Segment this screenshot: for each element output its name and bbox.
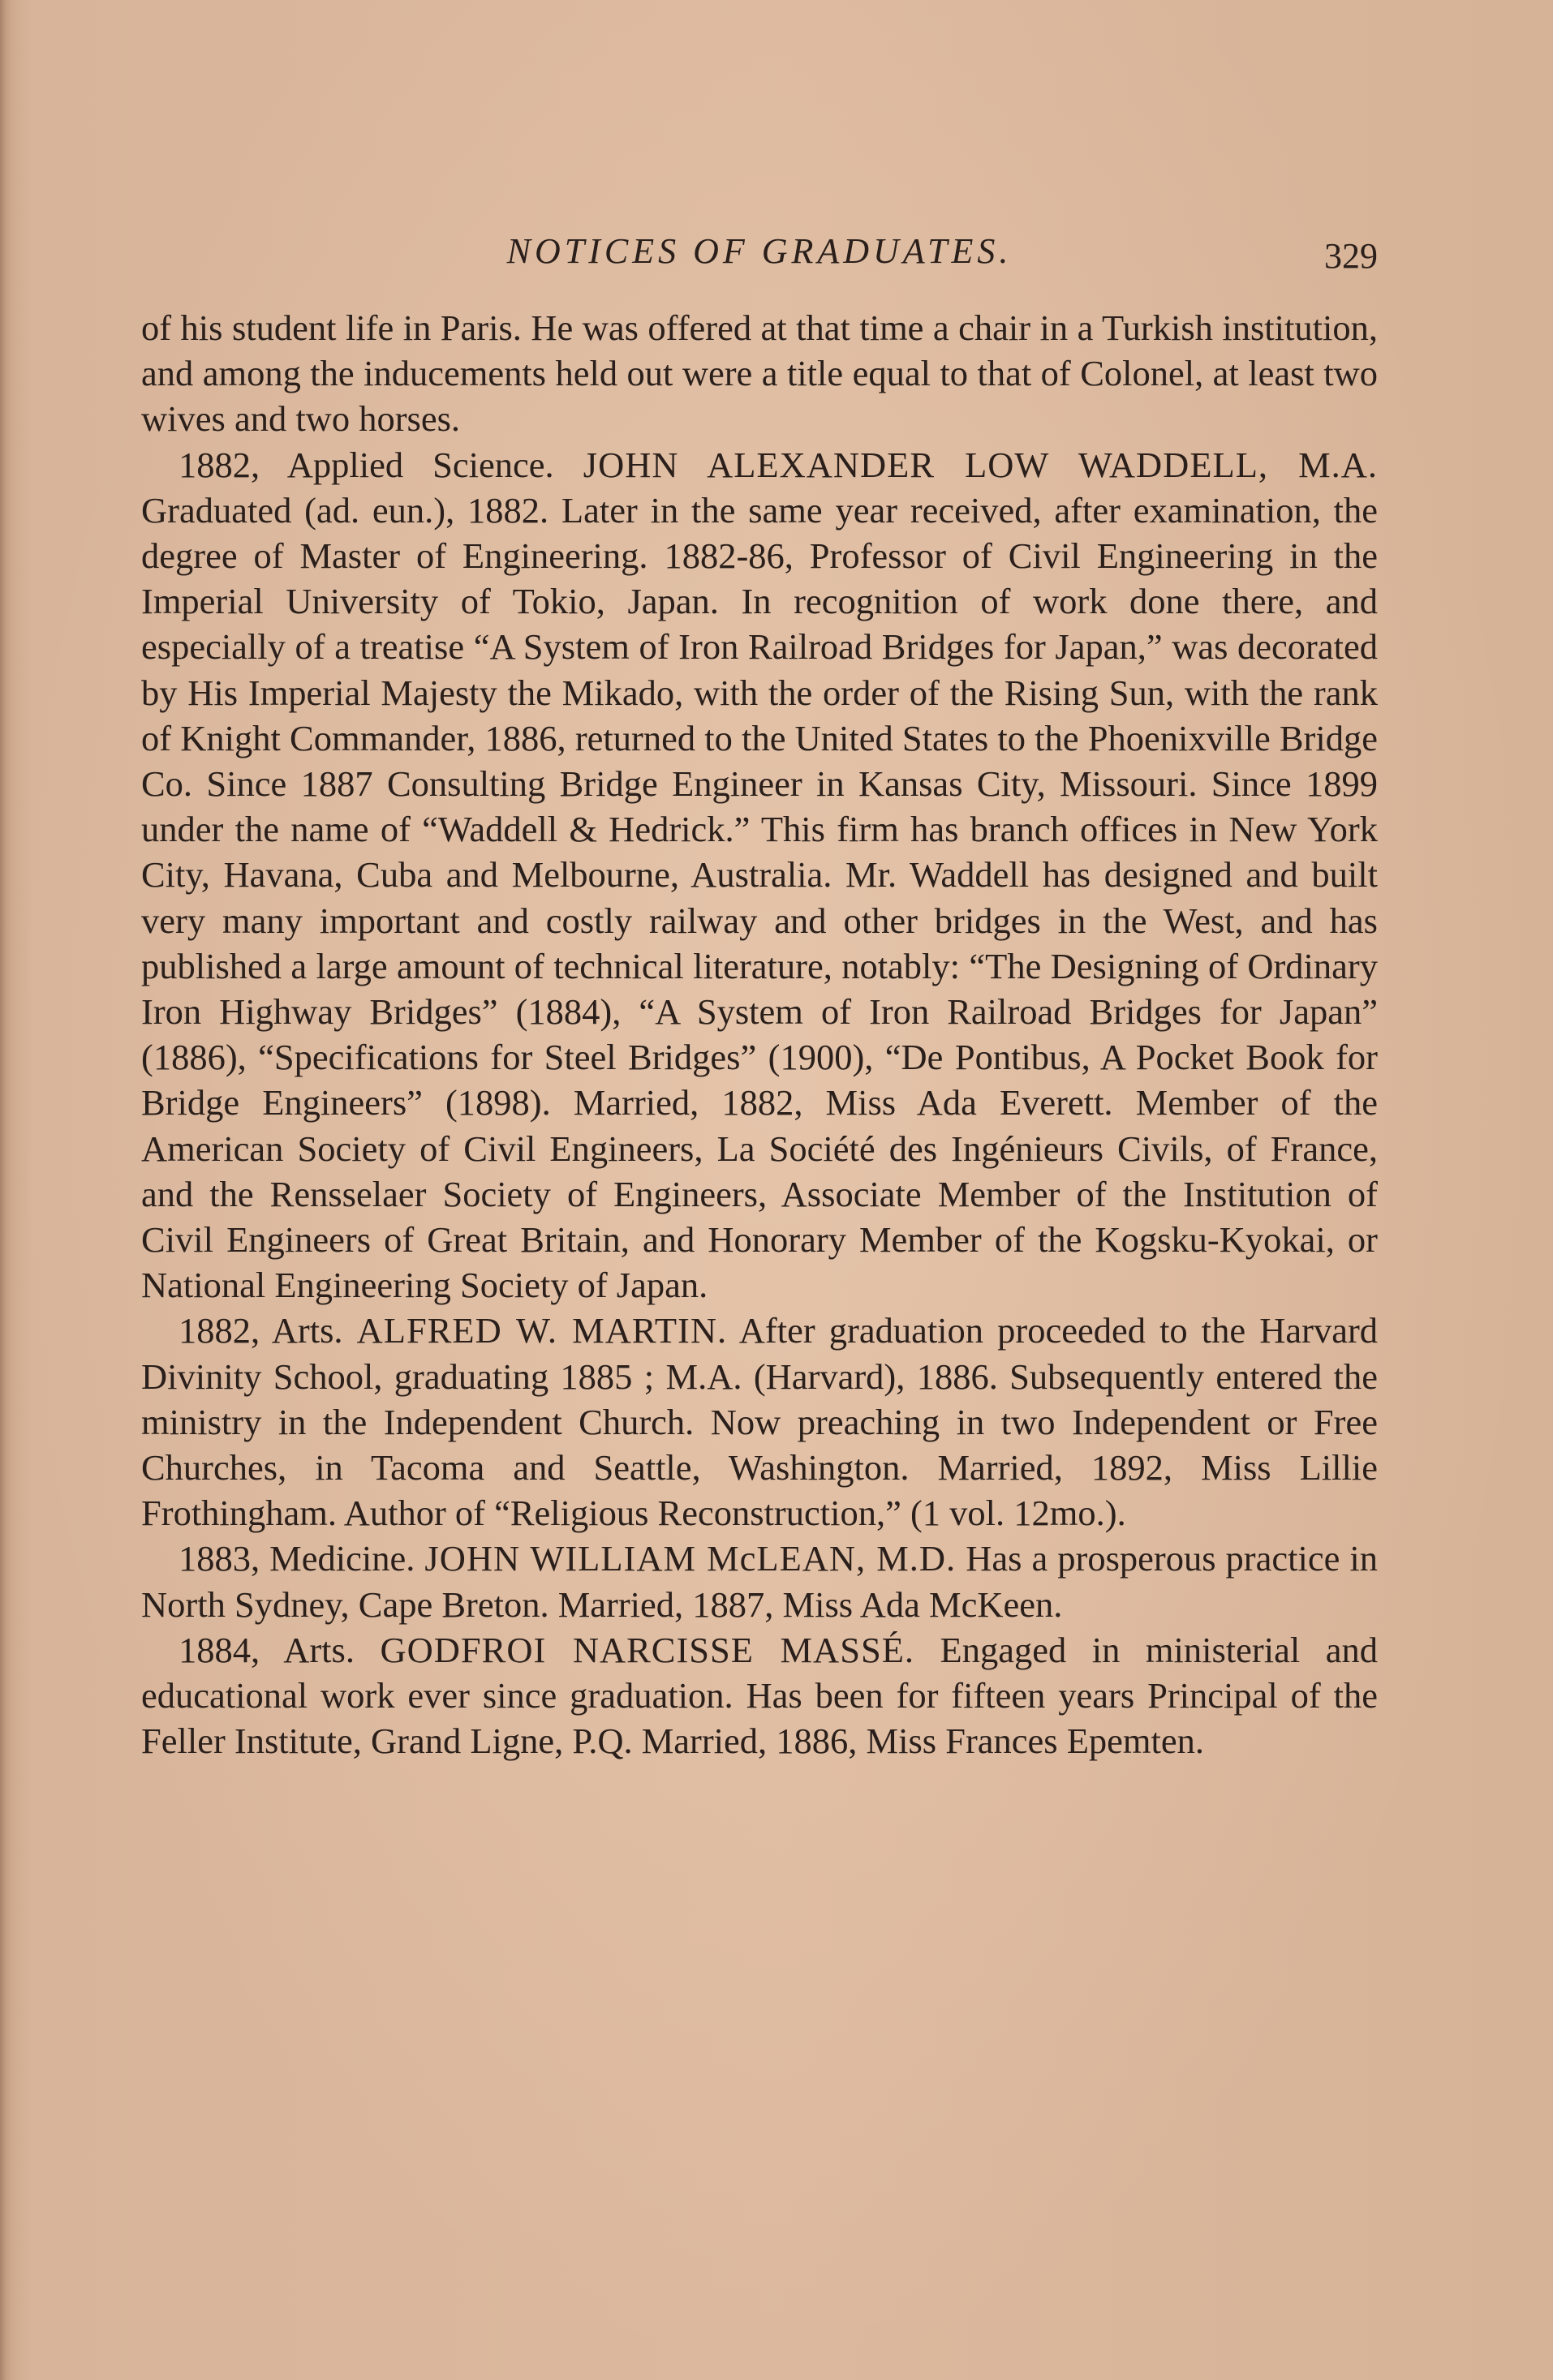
entry-martin xyxy=(141,1308,1378,1536)
entry-name: GODFROI NARCISSE MASSÉ. xyxy=(380,1629,914,1670)
entry-year: 1882, Applied Science. xyxy=(179,444,554,485)
entry-continuation xyxy=(141,305,1378,442)
entry-name: JOHN WILLIAM McLEAN, M.D. xyxy=(424,1538,957,1579)
body-text xyxy=(141,305,1378,1764)
entry-text: Graduated (ad. eun.), 1882. Later in the same year received, after examination, the degree of Master of Engineering. 1882-86, Professor of Civil Engineering in the Imperial University of Tokio, Japan. In recognition of work done there, and especially of a treatise “A System of Iron Railroad Bridges for Japan,” was decorated by His Imperial Majesty the Mikado, with the order of the Rising Sun, with the rank of Knight Commander, 1886, returned to the United States to the Phoenixville Bridge Co. Since 1887 Consulting Bridge Engineer in Kansas City, Missouri. Since 1899 under the name of “Waddell & Hedrick.” This firm has branch offices in New York City, Havana, Cuba and Melbourne, Australia. Mr. Waddell has designed and built very many important and costly railway and other bridges in the West, and has published a large amount of technical literature, notably: “The Designing of Ordinary Iron Highway Bridges” (1884), “A System of Iron Railroad Bridges for Japan” (1886), “Specifications for Steel Bridges” (1900), “De Pontibus, A Pocket Book for Bridge Engineers” (1898). Married, 1882, Miss Ada Everett. Member of the American Society of Civil Engineers, La Société des Ingénieurs Civils, of France, and the Rensselaer Society of Engineers, Associate Member of the Institution of Civil Engineers of Great Britain, and Honorary Member of the Kogsku-Kyokai, or National Engineering Society of Japan. xyxy=(141,489,1378,1306)
running-title: NOTICES OF GRADUATES. xyxy=(506,231,1013,271)
entry-year: 1884, Arts. xyxy=(179,1629,355,1670)
entry-name: ALFRED W. MARTIN. xyxy=(356,1310,728,1351)
entry-text: Engaged in ministerial and educational work ever since graduation. Has been for fifteen years Principal of the Feller Institute, Grand Ligne, P.Q. Married, 1886, Miss Frances Epemten. xyxy=(141,1629,1378,1762)
entry-text: After graduation proceeded to the Harvard Divinity School, graduating 1885 ; M.A. (Harvard), 1886. Subsequently entered the ministry in the Independent Church. Now preaching in two Independent or Free Churches, in Tacoma and Seattle, Washington. Married, 1892, Miss Lillie Frothingham. Author of “Religious Reconstruction,” (1 vol. 12mo.). xyxy=(141,1310,1379,1534)
entry-year: 1882, Arts. xyxy=(179,1310,343,1351)
entry-year: 1883, Medicine. xyxy=(179,1538,415,1579)
running-head xyxy=(141,227,1378,276)
entry-waddell xyxy=(141,442,1378,1308)
entry-name: JOHN ALEXANDER LOW WADDELL, M.A. xyxy=(583,444,1379,485)
entry-masse xyxy=(141,1627,1378,1764)
page-binding-edge xyxy=(0,0,11,2380)
entry-text: Has a prosperous practice in North Sydney, Cape Breton. Married, 1887, Miss Ada McKeen. xyxy=(141,1538,1379,1625)
entry-mclean xyxy=(141,1536,1378,1626)
entry-text: of his student life in Paris. He was offered at that time a chair in a Turkish institution, and among the inducements held out were a title equal to that of Colonel, at least two wives and two horses. xyxy=(141,307,1378,440)
page-number: 329 xyxy=(1324,236,1378,276)
